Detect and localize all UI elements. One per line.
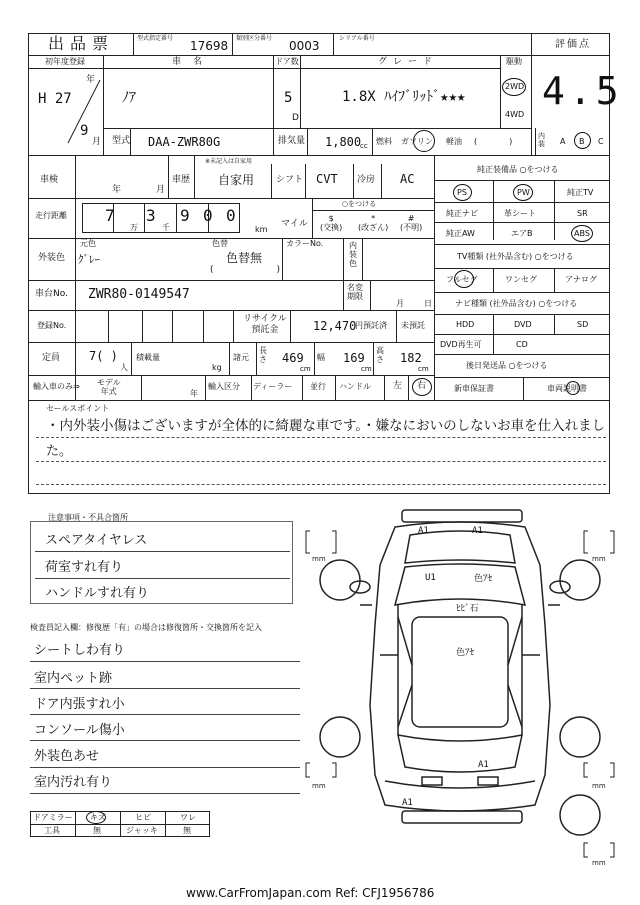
shift-value: CVT	[316, 172, 338, 186]
interior-label: 内装	[538, 132, 545, 148]
tire-unit-rl: mm	[312, 782, 326, 790]
tv-fullseg-circle	[454, 270, 474, 288]
first-reg-month-unit: 月	[92, 137, 102, 147]
shift-label: シフト	[276, 175, 304, 185]
after-label: 後日発送品 ○をつける	[466, 361, 548, 370]
usage-value: 自家用	[218, 173, 255, 187]
mile-option-tamper[interactable]: * (改ざん)	[358, 214, 389, 233]
recycle-unit: 円預託済	[355, 321, 387, 330]
sheet-title: 出品票	[48, 34, 115, 53]
jack-label: ジャッキ	[126, 826, 158, 835]
note-item-3: ハンドルすれ有り	[45, 586, 150, 601]
width-label: 幅	[317, 353, 325, 362]
dvd-label: DVD再生可	[440, 340, 482, 349]
model-year-unit: 年	[190, 389, 198, 398]
import-label: 輸入車のみ⇒	[33, 382, 80, 391]
damage-mark-rear: A1	[478, 760, 489, 770]
mirror-crack[interactable]: ヒビ	[135, 813, 151, 822]
equip-leather[interactable]: 革シート	[504, 209, 536, 218]
repaint-value: 色替無	[226, 251, 263, 265]
repaint-paren: ( )	[210, 265, 281, 275]
equip-ps-circle	[453, 184, 472, 201]
inspection-year-unit: 年	[112, 185, 122, 195]
tools-label: 工具	[44, 826, 60, 835]
mileage-unit-sen: 千	[162, 223, 170, 232]
capacity-value: 7( )	[89, 349, 118, 363]
interior-grade-b[interactable]: B	[579, 137, 585, 146]
mirror-break[interactable]: ワレ	[180, 813, 196, 822]
name-change-label: 名変期限	[347, 283, 363, 301]
doors-value: 5	[284, 90, 293, 106]
recycle-label: リサイクル 預託金	[243, 314, 287, 335]
interior-color-label: 内装色	[349, 241, 357, 268]
damage-mark-front-right: A1	[472, 526, 483, 536]
tv-oneseg[interactable]: ワンセグ	[505, 275, 537, 284]
genuine-label: 純正装備品 ○をつける	[477, 165, 559, 174]
interior-grade-a[interactable]: A	[560, 137, 566, 146]
equip-aw[interactable]: 純正AW	[446, 229, 475, 238]
drive-2wd-circle	[502, 78, 526, 96]
first-reg-label: 初年度登録	[45, 57, 85, 66]
tire-unit-rr: mm	[592, 782, 606, 790]
import-parallel[interactable]: 並行	[310, 382, 326, 391]
equip-abs[interactable]: ABS	[574, 229, 590, 238]
load-label: 積載量	[136, 353, 160, 362]
dims-label: 諸元	[233, 353, 249, 362]
equip-tv[interactable]: 純正TV	[567, 188, 594, 197]
mileage-digit-5: 0	[226, 206, 236, 225]
inspection-month-unit: 月	[156, 185, 166, 195]
grade-value: 1.8X ﾊｲﾌﾞﾘｯﾄﾞ★★★	[342, 89, 466, 105]
fuel-value[interactable]: ガソリン	[401, 137, 433, 146]
usage-label: 車歴	[172, 175, 191, 185]
equip-ps[interactable]: PS	[457, 188, 467, 197]
chassis-label: 車台No.	[35, 289, 68, 299]
load-unit: kg	[212, 363, 222, 372]
footer-watermark: www.CarFromJapan.com Ref: CFJ1956786	[186, 886, 435, 900]
note-item-2: 荷室すれ有り	[45, 560, 124, 575]
car-damage-diagram	[300, 505, 620, 875]
after-manual[interactable]: 車両説明書	[547, 384, 587, 393]
interior-grade-b-circle	[574, 132, 591, 149]
damage-mark-fade-hood: 色ｱｾ	[474, 574, 493, 584]
reg-no-label: 登録No.	[37, 321, 67, 330]
displacement-value: 1,800	[325, 135, 362, 149]
recycle-unpaid: 未預託	[401, 321, 425, 330]
equip-sr[interactable]: SR	[577, 209, 588, 218]
inspector-item-4: コンソール傷小	[34, 723, 125, 738]
sales-point-line-2: た。	[46, 444, 73, 459]
handle-right-circle	[412, 378, 432, 396]
category-label: 類別区分番号	[236, 35, 273, 42]
ac-label: 冷房	[357, 175, 376, 185]
type-value: DAA-ZWR80G	[148, 135, 221, 149]
serial-label: シリアル番号	[339, 35, 375, 42]
light-oil-label: 軽油	[446, 137, 462, 146]
mile-option-exchange[interactable]: $ (交換)	[320, 214, 343, 233]
handle-label: ハンドル	[339, 382, 371, 391]
mirror-scratch-circle	[86, 811, 106, 824]
navi-dvd[interactable]: DVD	[514, 320, 532, 329]
length-label: 長さ	[259, 346, 267, 364]
tools-value: 無	[93, 826, 101, 835]
door-type: D	[292, 113, 299, 123]
car-name-value: ﾉｱ	[122, 90, 136, 106]
mile-option-unknown[interactable]: # (不明)	[400, 214, 423, 233]
tire-unit-spare: mm	[592, 859, 606, 867]
equip-pw[interactable]: PW	[517, 188, 530, 197]
jack-value: 無	[183, 826, 191, 835]
inspection-label: 車検	[40, 175, 59, 185]
equip-navi[interactable]: 純正ナビ	[446, 209, 478, 218]
navi-sd[interactable]: SD	[577, 320, 589, 329]
height-unit: cm	[418, 365, 429, 373]
color-no-label: カラーNo.	[286, 239, 324, 248]
chassis-value: ZWR80-0149547	[88, 287, 190, 302]
tv-fullseg[interactable]: フルセグ	[446, 275, 478, 284]
inspector-label: 検査員記入欄：修復歴「有」の場合は修復箇所・交換箇所を記入	[30, 623, 262, 632]
after-manual-circle	[566, 381, 580, 395]
damage-mark-u1: U1	[425, 573, 436, 583]
tire-unit-fl: mm	[312, 555, 326, 563]
mileage-digit-3: 9	[180, 206, 190, 225]
import-type-label: 輸入区分	[208, 382, 240, 391]
dvd-cd[interactable]: CD	[516, 340, 528, 349]
length-value: 469	[282, 351, 304, 365]
name-change-day: 日	[424, 299, 432, 308]
ac-value: AC	[400, 172, 415, 186]
width-value: 169	[343, 351, 365, 365]
inspector-item-1: シートしわ有り	[34, 643, 126, 658]
inspector-item-2: 室内ペット跡	[34, 671, 113, 686]
original-color-label: 元色	[80, 239, 96, 248]
first-reg-year: H 27	[38, 91, 72, 107]
model-year-label: モデル 年式	[97, 378, 121, 397]
sales-point-line-1: ・内外装小傷はございますが全体的に綺麗な車です。・嫌なにおいのしないお車を仕入れまし	[46, 418, 606, 434]
handle-left[interactable]: 左	[393, 381, 403, 391]
capacity-unit: 人	[120, 363, 128, 372]
mileage-digit-4: 0	[203, 206, 213, 225]
fuel-label: 燃料	[376, 137, 392, 146]
damage-mark-chip: ﾋﾋﾞ石	[456, 604, 479, 614]
tv-label: TV種類 (社外品含む) ○をつける	[457, 252, 574, 261]
tv-analog[interactable]: アナログ	[565, 275, 597, 284]
width-unit: cm	[361, 365, 372, 373]
mileage-unit-man: 万	[130, 223, 138, 232]
mileage-digit-1: 7	[105, 206, 115, 225]
damage-mark-rear-bumper: A1	[402, 798, 413, 808]
type-label: 型式	[112, 136, 131, 146]
capacity-label: 定員	[42, 353, 61, 363]
interior-grade-c[interactable]: C	[598, 137, 604, 146]
light-oil-paren: ( )	[474, 137, 513, 146]
mileage-digit-2: 3	[146, 206, 156, 225]
mile-label: マイル	[281, 219, 308, 229]
drive-label: 駆動	[506, 57, 522, 66]
navi-label: ナビ種類 (社外品含む) ○をつける	[455, 299, 578, 308]
drive-4wd[interactable]: 4WD	[505, 110, 525, 119]
doors-label: ドア数	[275, 57, 299, 66]
height-value: 182	[400, 351, 422, 365]
equip-airbag[interactable]: エアB	[511, 229, 533, 238]
name-change-month: 月	[396, 299, 404, 308]
damage-mark-fade-roof: 色ｱｾ	[456, 648, 475, 658]
mileage-unit-km: km	[255, 225, 268, 234]
mirror-label: ドアミラー	[33, 813, 73, 822]
displacement-unit: cc	[360, 142, 368, 150]
tire-unit-fr: mm	[592, 555, 606, 563]
model-designation-number: 17698	[190, 39, 229, 53]
original-color-value: ｸﾞﾚｰ	[78, 253, 100, 266]
height-label: 高さ	[376, 346, 384, 364]
mileage-label: 走行距離	[35, 211, 67, 220]
notes-label: 注意事項・不具合箇所	[48, 513, 128, 522]
import-dealer[interactable]: ディーラー	[253, 382, 293, 391]
car-name-label: 車名	[172, 57, 215, 67]
displacement-label: 排気量	[278, 136, 306, 146]
grade-label: グレード	[378, 57, 439, 67]
length-unit: cm	[300, 365, 311, 373]
recycle-amount: 12,470	[313, 319, 357, 333]
usage-note: ※未記入は自家用	[205, 158, 253, 165]
first-reg-year-unit: 年	[86, 75, 96, 85]
drive-2wd[interactable]: 2WD	[505, 82, 525, 91]
sales-point-label: セールスポイント	[46, 404, 110, 413]
first-reg-month: 9	[80, 123, 89, 139]
fuel-circle	[413, 130, 435, 152]
navi-hdd[interactable]: HDD	[456, 320, 475, 329]
after-warranty[interactable]: 新車保証書	[454, 384, 494, 393]
handle-right[interactable]: 右	[417, 381, 427, 391]
note-item-1: スペアタイヤレス	[45, 533, 148, 548]
repaint-label: 色替	[212, 239, 228, 248]
inspector-item-5: 外装色あせ	[34, 749, 100, 764]
grade-score-label: 評価点	[555, 39, 591, 50]
category-number: 0003	[289, 39, 320, 53]
inspector-item-3: ドア内張すれ小	[34, 697, 125, 712]
mirror-scratch[interactable]: キズ	[90, 813, 106, 822]
equip-pw-circle	[513, 184, 533, 201]
color-label: 外装色	[38, 253, 66, 263]
model-designation-label: 型式指定番号	[137, 35, 174, 42]
inspector-item-6: 室内汚れ有り	[34, 775, 113, 790]
mile-check: ○をつける	[342, 200, 377, 208]
grade-score-value: 4.5	[542, 69, 623, 113]
equip-abs-circle	[571, 225, 593, 242]
damage-mark-front-left: A1	[418, 526, 429, 536]
